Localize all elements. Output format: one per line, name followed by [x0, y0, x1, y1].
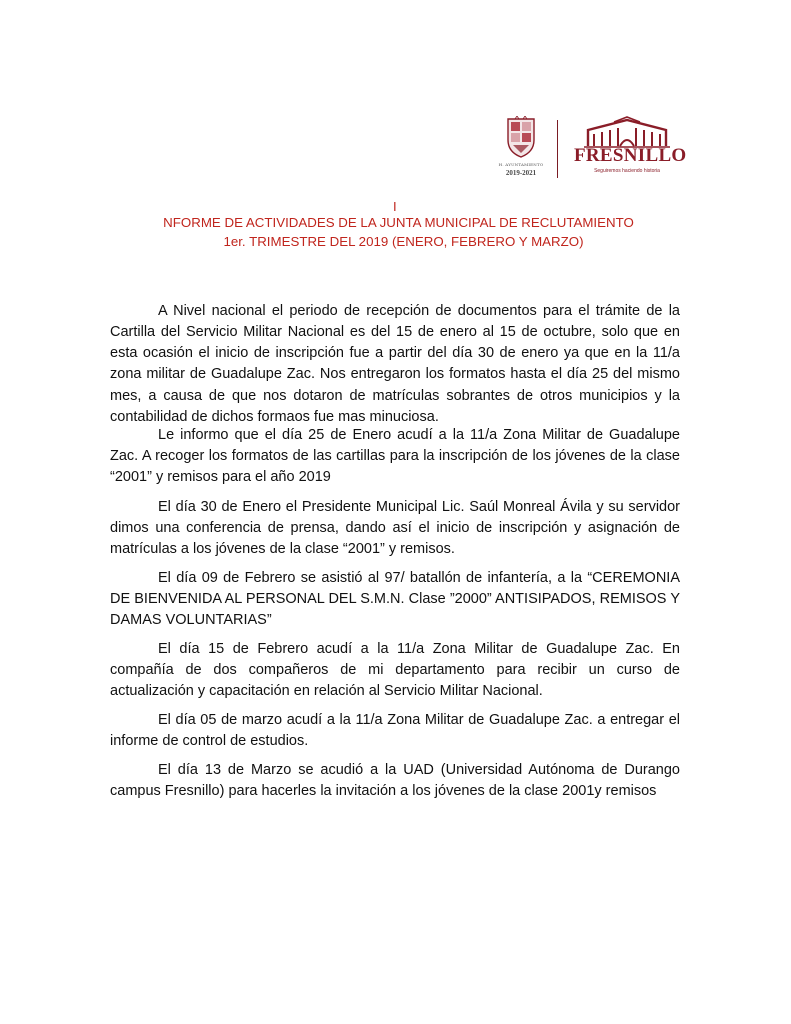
body-paragraph: Le informo que el día 25 de Enero acudí a la 11/a Zona Militar de Guadalupe Zac. A recoger los formatos de las cartillas para la inscripción de los jóvenes de la clase “2001” y remisos para el año 2019: [110, 426, 680, 486]
fresnillo-arch-icon: [584, 116, 670, 148]
fresnillo-logo: [574, 116, 687, 182]
municipal-crest-icon: [505, 116, 537, 158]
report-title: NFORME DE ACTIVIDADES DE LA JUNTA MUNICIPAL DE RECLUTAMIENTO: [163, 215, 634, 230]
logo-divider: [557, 120, 558, 178]
body-paragraph: A Nivel nacional el periodo de recepción de documentos para el trámite de la Cartilla del Servicio Militar Nacional es del 15 de enero al 15 de octubre, solo que en esta ocasión el inicio de inscripción fue a partir del día 30 de enero ya que en la 11/a zona militar de Guadalupe Zac. Nos entregaron los formatos hasta el día 25 del mismo mes, a causa de que nos dotaron de matrículas sobrantes de otros municipios y la contabilidad de dichos formaos fue mas minuciosa.: [110, 302, 680, 425]
body-paragraph: El día 15 de Febrero acudí a la 11/a Zona Militar de Guadalupe Zac. En compañía de dos compañeros de mi departamento para recibir un curso de actualización y capacitación en relación al Servicio Militar Nacional.: [110, 640, 680, 700]
body-paragraph: El día 13 de Marzo se acudió a la UAD (Universidad Autónoma de Durango campus Fresnillo) para hacerles la invitación a los jóvenes de la clase 2001y remisos: [110, 761, 680, 799]
report-subtitle: 1er. TRIMESTRE DEL 2019 (ENERO, FEBRERO Y MARZO): [223, 234, 584, 249]
brand-tagline: Seguiremos haciendo historia: [594, 168, 660, 174]
administration-years: 2019-2021: [505, 169, 537, 177]
title-initial: I: [393, 199, 397, 214]
body-paragraph: El día 30 de Enero el Presidente Municipal Lic. Saúl Monreal Ávila y su servidor dimos una conferencia de prensa, dando así el inicio de inscripción y asignación de matrículas a los jóvenes de la clase “2001” y remisos.: [110, 498, 680, 558]
body-paragraph: El día 09 de Febrero se asistió al 97/ batallón de infantería, a la “CEREMONIA DE BIENVENIDA AL PERSONAL DEL S.M.N. Clase ”2000” ANTISIPADOS, REMISOS Y DAMAS VOLUNTARIAS”: [110, 569, 680, 629]
body-paragraph: El día 05 de marzo acudí a la 11/a Zona Militar de Guadalupe Zac. a entregar el informe de control de estudios.: [110, 711, 680, 749]
ayuntamiento-label: H. AYUNTAMIENTO: [498, 162, 544, 167]
ayuntamiento-logo: [496, 116, 546, 184]
brand-name: FRESNILLO: [574, 145, 687, 166]
